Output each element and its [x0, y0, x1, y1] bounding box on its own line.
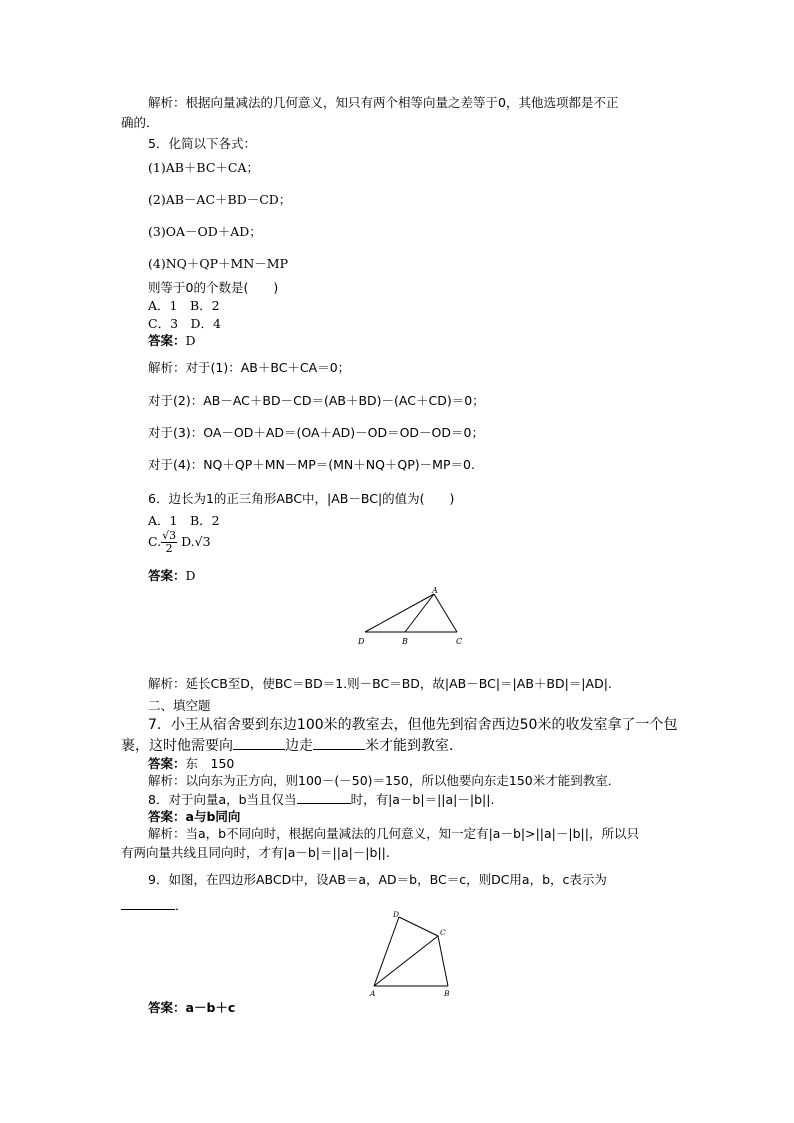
- fraction-numerator: √3: [162, 529, 177, 542]
- option-c-label: C.: [148, 534, 162, 549]
- q5-expr-2: (2)AB－AC＋BD－CD；: [148, 192, 292, 207]
- answer-value: D: [185, 568, 196, 583]
- point-c-label: C: [456, 637, 463, 646]
- q7-answer: [148, 756, 234, 772]
- q8-question: [148, 791, 494, 808]
- q5-solution-2: 对于(2)：AB－AC＋BD－CD＝(AB＋BD)－(AC＋CD)＝0；: [148, 393, 485, 408]
- point-a-label: A: [432, 586, 438, 595]
- q6-solution: 解析：延长CB至D，使BC＝BD＝1.则－BC＝BD，故|AB－BC|＝|AB＋BD|＝|AD|.: [148, 676, 612, 691]
- answer-value: 东 150: [185, 756, 235, 771]
- q5-answer: [148, 333, 196, 349]
- point-c-label: C: [440, 928, 446, 937]
- point-d-label: D: [358, 637, 365, 646]
- answer-label: 答案：: [148, 1000, 186, 1015]
- option-c-fraction: [161, 530, 177, 555]
- q6-answer: [148, 568, 196, 584]
- answer-value: D: [185, 333, 196, 348]
- answer-label: 答案：: [148, 333, 186, 348]
- point-a-label: A: [370, 989, 376, 998]
- answer-label: 答案：: [148, 809, 186, 824]
- q8-text-1: 8．对于向量a，b当且仅当: [148, 792, 297, 807]
- q5-expr-3: (3)OA－OD＋AD；: [148, 224, 262, 239]
- section-fill-in-heading: 二、填空题: [148, 698, 211, 713]
- q9-question: 9．如图，在四边形ABCD中，设AB＝a，AD＝b，BC＝c，则DC用a，b，c表示为: [148, 872, 607, 887]
- point-b-label: B: [444, 989, 450, 998]
- line-ac: [374, 936, 438, 986]
- question-6-title: 6．边长为1的正三角形ABC中，|AB－BC|的值为( ): [148, 491, 455, 506]
- q5-solution-1: 解析：对于(1)：AB＋BC＋CA＝0；: [148, 360, 351, 375]
- line-bc: [438, 936, 448, 986]
- question-5-title: 5．化简以下各式：: [148, 136, 256, 151]
- point-b-label: B: [402, 637, 408, 646]
- q7-solution: 解析：以向东为正方向，则100－(－50)＝150，所以他要向东走150米才能到教室．: [148, 773, 621, 788]
- q5-options-ab: A．1 B．2: [148, 298, 220, 313]
- q7-text-2: 边走: [285, 738, 313, 754]
- q5-ask: 则等于0的个数是( ): [148, 280, 279, 295]
- q7-text-3: 米才能到教室．: [365, 738, 463, 754]
- option-d: D.√3: [181, 534, 211, 549]
- line-cd: [399, 917, 438, 936]
- solution-line: 确的．: [121, 115, 159, 130]
- answer-label: 答案：: [148, 568, 186, 583]
- fraction-denominator: 2: [165, 542, 173, 555]
- q8-text-2: 时，有|a－b|＝||a|－|b||.: [350, 792, 495, 807]
- q7-blank-direction[interactable]: [233, 737, 285, 750]
- q8-answer: [148, 809, 240, 825]
- solution-line: 解析：根据向量减法的几何意义，知只有两个相等向量之差等于0，其他选项都是不正: [148, 95, 619, 110]
- q9-answer: [148, 1000, 235, 1016]
- q8-solution-2: 有两向量共线且同向时，才有|a－b|＝||a|－|b||.: [121, 845, 390, 860]
- q5-expr-4: (4)NQ＋QP＋MN－MP: [148, 256, 288, 271]
- q5-solution-4: 对于(4)：NQ＋QP＋MN－MP＝(MN＋NQ＋QP)－MP＝0.: [148, 457, 475, 472]
- q6-options-ab: A．1 B．2: [148, 513, 220, 528]
- line-ca: [434, 594, 457, 632]
- q7-text-1: 裹，这时他需要向: [121, 738, 233, 754]
- q7-blank-distance[interactable]: [313, 737, 365, 750]
- answer-value: a与b同向: [185, 809, 241, 824]
- q7-line-2: [121, 737, 463, 754]
- answer-label: 答案：: [148, 756, 186, 771]
- answer-value: a－b＋c: [185, 1000, 236, 1015]
- q5-expr-1: (1)AB＋BC＋CA；: [148, 160, 259, 175]
- q7-line-1: 7．小王从宿舍要到东边100米的教室去，但他先到宿舍西边50米的收发室拿了一个包: [148, 717, 678, 733]
- q9-blank-line: [121, 897, 188, 914]
- q6-options-cd: [148, 530, 211, 555]
- line-da: [365, 594, 434, 632]
- triangle-figure: [355, 584, 470, 648]
- q9-blank[interactable]: [121, 897, 175, 910]
- quadrilateral-figure: [365, 906, 465, 998]
- q9-text-end: ．: [175, 898, 188, 913]
- line-ba: [405, 594, 434, 632]
- q8-blank[interactable]: [297, 791, 351, 804]
- q8-solution-1: 解析：当a，b不同向时，根据向量减法的几何意义，知一定有|a－b|>||a|－|b||，所以只: [148, 826, 639, 841]
- q5-solution-3: 对于(3)：OA－OD＋AD＝(OA＋AD)－OD＝OD－OD＝0；: [148, 425, 484, 440]
- q5-options-cd: C．3 D．4: [148, 316, 221, 331]
- point-d-label: D: [393, 910, 400, 919]
